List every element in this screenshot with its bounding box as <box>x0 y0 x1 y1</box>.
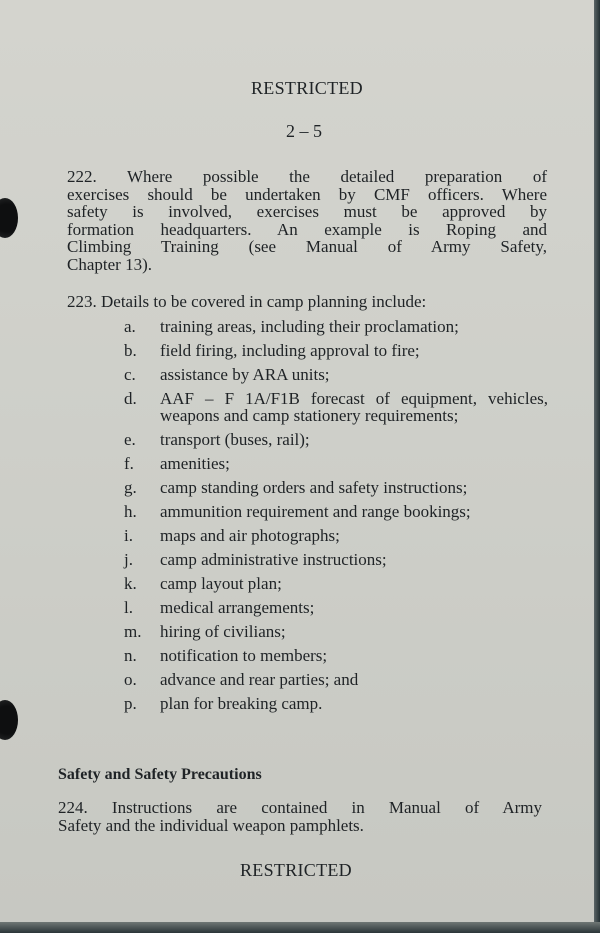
paragraph-222 <box>67 168 547 273</box>
list-item-text: maps and air photographs; <box>160 526 340 545</box>
page-edge-right <box>594 0 600 933</box>
list-item-text: camp administrative instructions; <box>160 550 387 569</box>
list-item-text: hiring of civilians; <box>160 622 286 641</box>
list-item-letter: p. <box>124 694 137 713</box>
list-item-letter: h. <box>124 502 137 521</box>
paragraph-line: Safety and the individual weapon pamphlets. <box>58 815 364 835</box>
paragraph-line: Climbing Training (see Manual of Army Safety, <box>67 237 547 256</box>
list-item-letter: f. <box>124 454 134 473</box>
list-item-text: AAF – F 1A/F1B forecast of equipment, vehicles, weapons and camp stationery requirements; <box>160 389 548 425</box>
list-item-text: camp layout plan; <box>160 574 282 593</box>
list-item-text: transport (buses, rail); <box>160 430 310 449</box>
list-item <box>124 647 548 664</box>
list-item <box>124 671 548 688</box>
list-item <box>124 599 548 616</box>
list-item <box>124 455 548 472</box>
classification-footer: RESTRICTED <box>239 860 352 880</box>
binder-hole-top <box>0 198 18 238</box>
binder-hole-bottom <box>0 700 18 740</box>
paragraph-line: 222. Where possible the detailed preparation of <box>67 167 547 186</box>
section-heading: Safety and Safety Precautions <box>58 766 262 783</box>
paragraph-224 <box>58 799 542 834</box>
list-item-letter: b. <box>124 341 137 360</box>
paragraph-line: Chapter 13). <box>67 254 152 274</box>
classification-header: RESTRICTED <box>250 78 363 98</box>
list-item <box>124 551 548 568</box>
camp-planning-list <box>124 318 548 712</box>
list-item-text: assistance by ARA units; <box>160 365 330 384</box>
paragraph-line: safety is involved, exercises must be approved by <box>67 202 547 221</box>
list-item <box>124 695 548 712</box>
list-item <box>124 318 548 335</box>
list-item <box>124 623 548 640</box>
list-item-letter: j. <box>124 550 133 569</box>
page-edge-bottom <box>0 922 600 933</box>
list-item-text: camp standing orders and safety instructions; <box>160 478 468 497</box>
list-item-text: amenities; <box>160 454 230 473</box>
list-item <box>124 503 548 520</box>
list-item-text: medical arrangements; <box>160 598 315 617</box>
list-item <box>124 479 548 496</box>
paragraph-line: exercises should be undertaken by CMF officers. Where <box>67 184 547 204</box>
paragraph-223-intro: 223. Details to be covered in camp planning include: <box>67 292 427 311</box>
paragraph-line: 224. Instructions are contained in Manual of Army <box>58 798 542 817</box>
list-item-text: advance and rear parties; and <box>160 670 359 689</box>
list-item-text: notification to members; <box>160 646 328 665</box>
list-item-letter: o. <box>124 670 137 689</box>
list-item-letter: a. <box>124 317 136 336</box>
list-item-letter: m. <box>124 622 142 641</box>
list-item-letter: i. <box>124 526 133 545</box>
page-number: 2 – 5 <box>286 121 322 141</box>
list-item-letter: l. <box>124 598 133 617</box>
list-item-text: field firing, including approval to fire; <box>160 341 420 360</box>
list-item-letter: n. <box>124 646 137 665</box>
list-item-letter: c. <box>124 365 136 384</box>
list-item-text: ammunition requirement and range bookings; <box>160 502 471 521</box>
list-item <box>124 366 548 383</box>
list-item-text: training areas, including their proclamation; <box>160 317 459 336</box>
list-item-letter: g. <box>124 478 137 497</box>
list-item-text: plan for breaking camp. <box>160 694 323 713</box>
list-item <box>124 342 548 359</box>
list-item <box>124 390 548 424</box>
list-item <box>124 527 548 544</box>
list-item-letter: k. <box>124 574 137 593</box>
list-item <box>124 575 548 592</box>
list-item-letter: e. <box>124 430 136 449</box>
list-item <box>124 431 548 448</box>
paragraph-line: formation headquarters. An example is Roping and <box>67 219 547 239</box>
list-item-letter: d. <box>124 389 137 408</box>
